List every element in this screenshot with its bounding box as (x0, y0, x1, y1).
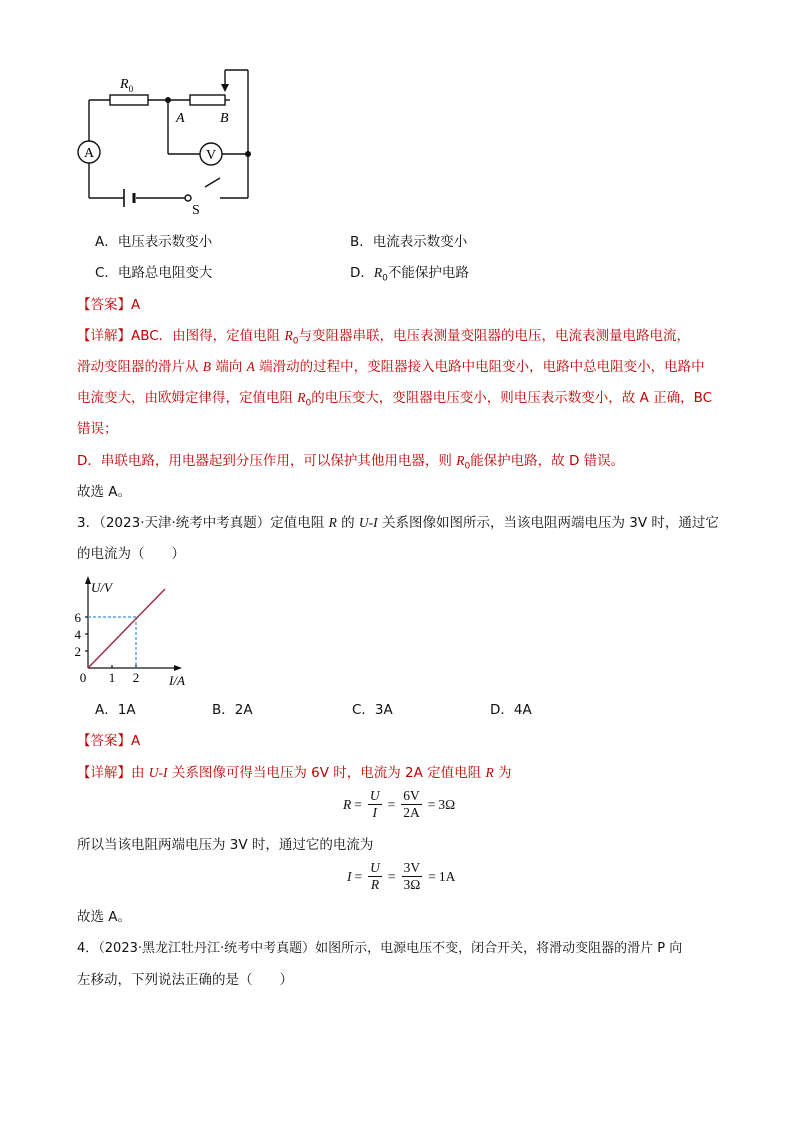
q3-option-b: B．2A (212, 702, 253, 718)
q2-option-c: C．电路总电阻变大 (95, 265, 213, 281)
switch-label: S (192, 203, 200, 218)
y-tick-6: 6 (74, 610, 81, 625)
ui-line (88, 589, 165, 668)
y-tick-4: 4 (74, 627, 81, 642)
q2-detail-line5: D．串联电路，用电器起到分压作用，可以保护其他用电器，则 $R_0$能保护电路，故 D 错误。 (77, 453, 625, 472)
q3-equation-2: I = $\frac{U}{R}$ = $\frac{3V}{3\Omega}$ = 1A (347, 860, 456, 892)
x-tick-1: 1 (108, 670, 116, 685)
q4-stem-line2: 左移动，下列说法正确的是（ ） (77, 972, 293, 988)
q3-equation-1: R = $\frac{U}{I}$ = $\frac{6V}{2A}$ = 3Ω (343, 788, 456, 820)
voltmeter-label: V (205, 148, 217, 163)
q3-option-d: D．4A (490, 702, 532, 718)
q3-detail-line1: 【详解】由 U-I 关系图像可得当电压为 6V 时，电流为 2A 定值电阻 R 为 (77, 765, 512, 781)
ui-graph (70, 572, 210, 690)
q3-answer: 【答案】A (77, 733, 141, 749)
q2-option-a: A．电压表示数变小 (95, 234, 213, 250)
q2-option-d: D．$R_0$不能保护电路 (350, 265, 469, 284)
r0-label: $R_0$ (120, 77, 134, 94)
point-b-label: B (220, 111, 229, 126)
q2-option-b: B．电流表示数变小 (350, 234, 468, 250)
y-tick-2: 2 (74, 644, 81, 659)
q2-detail-line2: 滑动变阻器的滑片从 B 端向 A 端滑动的过程中，变阻器接入电路中电阻变小，电路中总电阻变小，电路中 (77, 359, 705, 375)
y-axis-label: U/V (91, 580, 112, 595)
q3-stem-line1: 3．（2023·天津·统考中考真题）定值电阻 R 的 U-I 关系图像如图所示，当该电阻两端电压为 3V 时，通过它 (77, 515, 719, 531)
q3-stem-line2: 的电流为（ ） (77, 546, 185, 562)
circuit-diagram (70, 62, 270, 222)
q3-mid-text: 所以当该电阻两端电压为 3V 时，通过它的电流为 (77, 837, 374, 853)
x-tick-2: 2 (132, 670, 140, 685)
q3-conclusion: 故选 A。 (77, 909, 132, 925)
origin-label: 0 (79, 670, 87, 685)
q2-detail-line4: 错误； (77, 421, 118, 437)
q2-detail-line1: 【详解】ABC．由图得，定值电阻 $R_0$与变阻器串联，电压表测量变阻器的电压，电流表测量电路电流， (77, 328, 690, 347)
point-a-label: A (176, 111, 185, 126)
x-axis-label: I/A (169, 673, 185, 688)
q2-conclusion: 故选 A。 (77, 484, 132, 500)
q3-option-c: C．3A (352, 702, 393, 718)
q2-answer: 【答案】A (77, 297, 141, 313)
q3-option-a: A．1A (95, 702, 136, 718)
ammeter-label: A (83, 146, 95, 161)
slider-arrow (221, 84, 229, 92)
q4-stem-line1: 4．（2023·黑龙江牡丹江·统考中考真题）如图所示，电源电压不变，闭合开关，将滑动变阻器的滑片 P 向 (77, 941, 683, 956)
q2-detail-line3: 电流变大，由欧姆定律得，定值电阻 $R_0$的电压变大，变阻器电压变小，则电压表示数变小，故 A 正确，BC (77, 390, 713, 409)
